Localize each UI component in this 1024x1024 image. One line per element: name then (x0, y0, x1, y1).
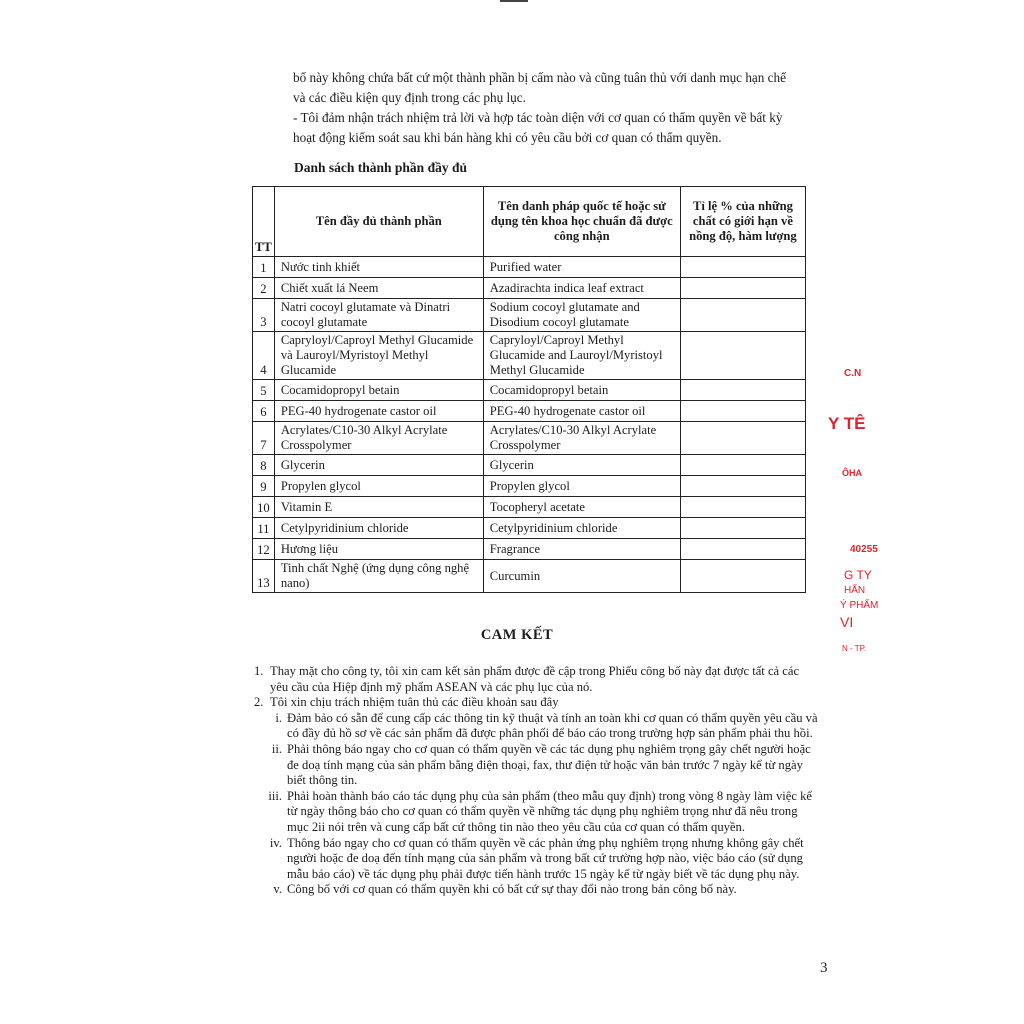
ingredient-name: Chiết xuất lá Neem (274, 278, 483, 299)
row-number: 3 (253, 299, 275, 332)
stamp-fragment: 40255 (850, 544, 878, 555)
stamp-fragment: C.N (844, 368, 862, 379)
stamp-fragment: HẨN (844, 585, 866, 596)
intro-line: và các điều kiện quy định trong các phụ lục. (293, 90, 526, 105)
table-row (253, 455, 806, 476)
ingredient-inci: Curcumin (483, 560, 680, 593)
ingredient-name: Hương liệu (274, 539, 483, 560)
item-text: Thay mặt cho công ty, tôi xin cam kết sản phẩm được đề cập trong Phiếu công bố này đạt được tất cả các yêu cầu của Hiệp định mỹ phẩm ASEAN và các phụ lục của nó. (270, 664, 800, 694)
ingredient-name: Vitamin E (274, 497, 483, 518)
commitment-subitem (254, 789, 820, 836)
header-name: Tên đầy đủ thành phần (274, 187, 483, 257)
ingredient-name: Cetylpyridinium chloride (274, 518, 483, 539)
table-row (253, 257, 806, 278)
ingredient-inci: Cetylpyridinium chloride (483, 518, 680, 539)
table-row (253, 332, 806, 380)
row-number: 8 (253, 455, 275, 476)
ingredient-inci: Propylen glycol (483, 476, 680, 497)
ingredient-percent (680, 560, 805, 593)
item-text: Tôi xin chịu trách nhiệm tuân thủ các điều khoản sau đây (270, 695, 559, 710)
stamp-fragment: Y TÊ (828, 414, 866, 433)
table-row (253, 476, 806, 497)
ingredient-inci: Purified water (483, 257, 680, 278)
ingredient-inci: Azadirachta indica leaf extract (483, 278, 680, 299)
ingredient-inci: Tocopheryl acetate (483, 497, 680, 518)
ingredient-inci: PEG-40 hydrogenate castor oil (483, 401, 680, 422)
stamp-fragment: ÔHA (842, 468, 862, 478)
table-row (253, 539, 806, 560)
ingredient-percent (680, 332, 805, 380)
header-inci: Tên danh pháp quốc tế hoặc sử dụng tên khoa học chuẩn đã được công nhận (483, 187, 680, 257)
row-number: 10 (253, 497, 275, 518)
row-number: 4 (253, 332, 275, 380)
table-header-row (253, 187, 806, 257)
ingredient-name: Acrylates/C10-30 Alkyl Acrylate Crosspolymer (274, 422, 483, 455)
ingredient-percent (680, 257, 805, 278)
subitem-text: Công bố với cơ quan có thẩm quyền khi có bất cứ sự thay đổi nào trong bản công bố này. (287, 882, 737, 897)
company-stamp (830, 360, 890, 690)
header-percent: Tỉ lệ % của những chất có giới hạn về nồng độ, hàm lượng (680, 187, 805, 257)
table-row (253, 518, 806, 539)
commitment-title-text: CAM KẾT (480, 627, 554, 643)
ingredient-name: Cocamidopropyl betain (274, 380, 483, 401)
table-row (253, 422, 806, 455)
ingredient-percent (680, 518, 805, 539)
ingredient-name: Tinh chất Nghệ (ứng dụng công nghệ nano) (274, 560, 483, 593)
ingredient-name: Nước tinh khiết (274, 257, 483, 278)
row-number: 13 (253, 560, 275, 593)
staple-mark (500, 0, 528, 2)
subitem-marker: v. (273, 882, 282, 897)
ingredient-list-title: Danh sách thành phần đầy đủ (294, 160, 467, 175)
intro-line: hoạt động kiểm soát sau khi bán hàng khi có yêu cầu bởi cơ quan có thẩm quyền. (293, 130, 722, 145)
ingredient-percent (680, 278, 805, 299)
row-number: 12 (253, 539, 275, 560)
ingredient-name: Propylen glycol (274, 476, 483, 497)
row-number: 1 (253, 257, 275, 278)
intro-line: bố này không chứa bất cứ một thành phần bị cấm nào và cũng tuân thủ với danh mục hạn chế (293, 70, 786, 85)
ingredient-percent (680, 299, 805, 332)
commitment-subitem (254, 711, 820, 742)
ingredient-name: Capryloyl/Caproyl Methyl Glucamide và Lauroyl/Myristoyl Methyl Glucamide (274, 332, 483, 380)
item-marker: 2. (254, 695, 264, 710)
subitem-text: Đảm bảo có sẵn để cung cấp các thông tin kỹ thuật và tính an toàn khi cơ quan có thẩm quyền yêu cầu và có đầy đủ hồ sơ về các sản phẩm đã được phân phối để báo cáo trong trường hợp sản phẩm phải thu hồi. (287, 710, 818, 741)
header-tt: TT (253, 187, 275, 257)
ingredient-table (252, 186, 806, 593)
ingredient-percent (680, 539, 805, 560)
table-row (253, 560, 806, 593)
commitment-subitem (254, 836, 820, 883)
ingredient-name: PEG-40 hydrogenate castor oil (274, 401, 483, 422)
subitem-marker: iii. (268, 788, 282, 803)
subitem-marker: i. (275, 710, 282, 725)
table-row (253, 401, 806, 422)
commitment-subitem (254, 742, 820, 789)
commitment-item (254, 695, 820, 711)
row-number: 6 (253, 401, 275, 422)
ingredient-name: Natri cocoyl glutamate và Dinatri cocoyl glutamate (274, 299, 483, 332)
page-number: 3 (820, 960, 828, 976)
ingredient-percent (680, 380, 805, 401)
intro-line: - Tôi đảm nhận trách nhiệm trả lời và hợp tác toàn diện với cơ quan có thẩm quyền về bất kỳ (293, 110, 783, 125)
subitem-text: Phải hoàn thành báo cáo tác dụng phụ của sản phẩm (theo mẫu quy định) trong vòng 8 ngày làm việc kể từ ngày thông báo cho cơ quan có thẩm quyền về những tác dụng phụ nghiêm trọng như đã nêu trong mục 2ii nói trên và cung cấp bất cứ thông tin nào theo yêu cầu của cơ quan có thẩm quyền. (287, 788, 812, 834)
ingredient-inci: Sodium cocoyl glutamate and Disodium cocoyl glutamate (483, 299, 680, 332)
ingredient-inci: Glycerin (483, 455, 680, 476)
item-marker: 1. (254, 664, 264, 678)
row-number: 11 (253, 518, 275, 539)
stamp-fragment: Ý PHẨM (840, 600, 879, 611)
ingredient-percent (680, 476, 805, 497)
subitem-marker: ii. (271, 741, 282, 756)
intro-paragraph (293, 68, 813, 148)
ingredient-percent (680, 497, 805, 518)
ingredient-inci: Acrylates/C10-30 Alkyl Acrylate Crosspolymer (483, 422, 680, 455)
table-row (253, 380, 806, 401)
ingredient-percent (680, 422, 805, 455)
table-row (253, 278, 806, 299)
table-row (253, 299, 806, 332)
stamp-fragment: G TY (844, 568, 872, 582)
ingredient-percent (680, 401, 805, 422)
row-number: 7 (253, 422, 275, 455)
subitem-text: Phải thông báo ngay cho cơ quan có thẩm quyền về các tác dụng phụ nghiêm trọng gây chết người hoặc đe doạ tính mạng của sản phẩm bằng điện thoại, fax, thư điện tử hoặc văn bản trước 7 ngày kể từ ngày biết thông tin. (287, 741, 811, 788)
ingredient-inci: Fragrance (483, 539, 680, 560)
row-number: 9 (253, 476, 275, 497)
ingredient-percent (680, 455, 805, 476)
stamp-fragment: VI (840, 614, 854, 630)
ingredient-name: Glycerin (274, 455, 483, 476)
commitment-item (254, 664, 820, 695)
stamp-fragment: N - TP. (842, 644, 867, 653)
subitem-text: Thông báo ngay cho cơ quan có thẩm quyền về các phản ứng phụ nghiêm trọng nhưng không gây chết người hoặc đe doạ đến tính mạng của sản phẩm và trong bất cứ trường hợp nào, việc báo cáo (sử dụng mẫu báo cáo) về tác dụng phụ phải được tiến hành trước 15 ngày kể từ ngày biết về tác dụng phụ này. (287, 835, 804, 881)
table-row (253, 497, 806, 518)
row-number: 2 (253, 278, 275, 299)
commitment-section (254, 664, 820, 898)
subitem-marker: iv. (269, 835, 282, 850)
ingredient-inci: Cocamidopropyl betain (483, 380, 680, 401)
row-number: 5 (253, 380, 275, 401)
ingredient-inci: Capryloyl/Caproyl Methyl Glucamide and Lauroyl/Myristoyl Methyl Glucamide (483, 332, 680, 380)
commitment-subitem (254, 882, 820, 898)
